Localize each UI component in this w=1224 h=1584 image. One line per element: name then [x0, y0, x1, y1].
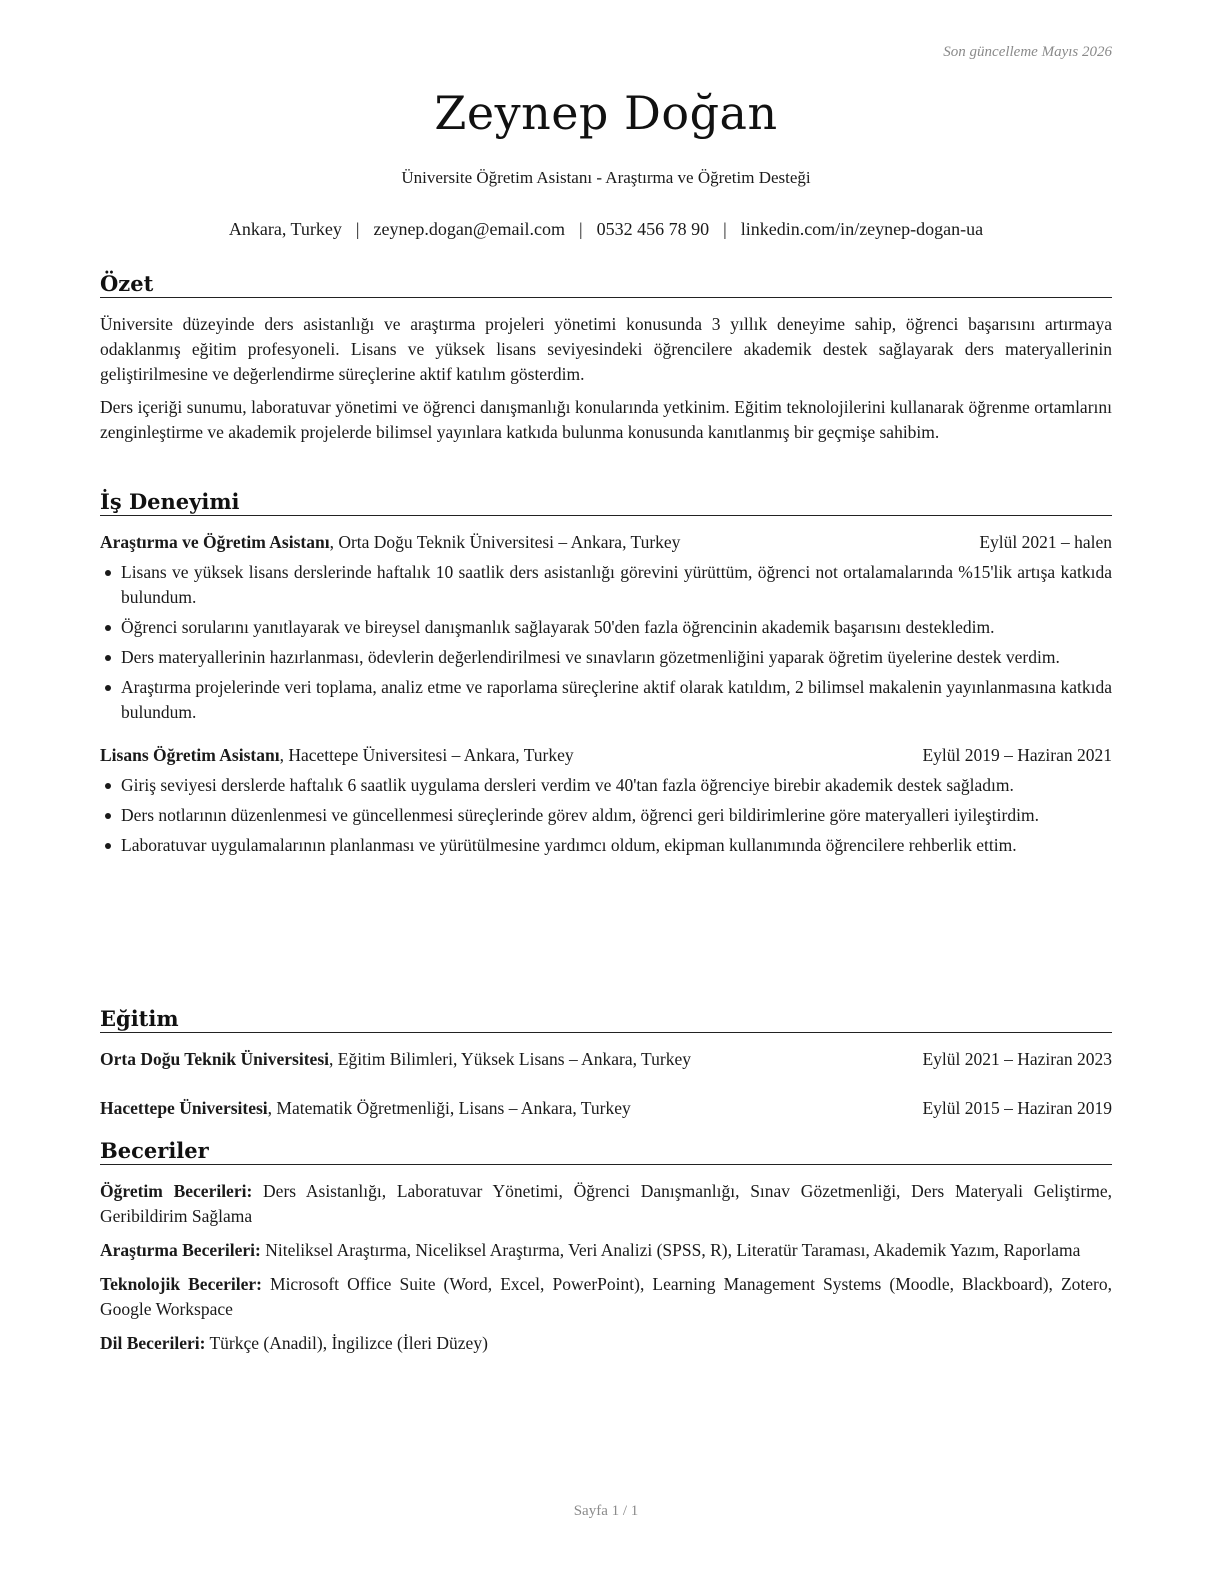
job-entry [100, 530, 1112, 725]
contact-email[interactable]: zeynep.dogan@email.com [373, 219, 565, 239]
summary-paragraph: Üniversite düzeyinde ders asistanlığı ve araştırma projeleri yönetimi konusunda 3 yıllık deneyime sahip, öğrenci başarısını artırmaya odaklanmış eğitim profesyoneli. Lisans ve yüksek lisans seviyesindeki öğrencilere akademik destek sağlayarak ders materyallerinin geliştirilmesine ve değerlendirme süreçlerine aktif katılım gösterdim. [100, 314, 1112, 385]
last-updated: Son güncelleme Mayıs 2026 [943, 44, 1112, 60]
education-entry [100, 1096, 1112, 1121]
education-detail: , Matematik Öğretmenliği, Lisans – Ankara, Turkey [267, 1098, 631, 1119]
job-bullet: Öğrenci sorularını yanıtlayarak ve bireysel danışmanlık sağlayarak 50'den fazla öğrencinin akademik başarısını destekledim. [100, 615, 1112, 640]
job-role: Lisans Öğretim Asistanı [100, 745, 280, 766]
page-number: Sayfa 1 / 1 [573, 1503, 639, 1519]
contact-separator: | [578, 219, 583, 239]
section-title-education: Eğitim [100, 1007, 1112, 1033]
skill-text: Türkçe (Anadil), İngilizce (İleri Düzey) [205, 1333, 488, 1354]
job-bullets [100, 773, 1112, 858]
skill-text: Ders Asistanlığı, Laboratuvar Yönetimi, Öğrenci Danışmanlığı, Sınav Gözetmenliği, Ders Materyali Geliştirme, Geribildirim Sağlama [100, 1181, 1112, 1227]
contact-separator: | [723, 219, 727, 239]
skill-row [100, 1179, 1112, 1229]
education-entry [100, 1047, 1112, 1072]
skill-label: Teknolojik Beceriler: [100, 1274, 262, 1295]
skill-row [100, 1272, 1112, 1322]
job-dates: Eylül 2019 – Haziran 2021 [922, 745, 1112, 766]
experience-section [100, 490, 1112, 858]
job-bullet: Ders notlarının düzenlenmesi ve güncellenmesi süreçlerinde görev aldım, öğrenci geri bildirimlerine göre materyalleri iyileştirdim. [100, 803, 1112, 828]
skill-label: Dil Becerileri: [100, 1333, 206, 1354]
education-school: Orta Doğu Teknik Üniversitesi [100, 1049, 329, 1070]
education-section [100, 1007, 1112, 1121]
job-bullet: Ders materyallerinin hazırlanması, ödevlerin değerlendirilmesi ve sınavların gözetmenliğini yaparak öğretim üyelerine destek verdim. [100, 645, 1112, 670]
education-dates: Eylül 2015 – Haziran 2019 [922, 1098, 1112, 1119]
job-header [100, 743, 1112, 768]
section-title-summary: Özet [100, 272, 1112, 298]
skill-label: Araştırma Becerileri: [100, 1240, 261, 1261]
skill-label: Öğretim Becerileri: [100, 1181, 253, 1202]
contact-phone: 0532 456 78 90 [596, 219, 710, 239]
section-title-experience: İş Deneyimi [100, 490, 1112, 516]
skill-row [100, 1238, 1112, 1263]
candidate-name: Zeynep Doğan [434, 86, 778, 140]
contact-line [100, 219, 1112, 240]
skill-text: Niteliksel Araştırma, Niceliksel Araştırma, Veri Analizi (SPSS, R), Literatür Taraması, Akademik Yazım, Raporlama [260, 1240, 1081, 1261]
contact-location: Ankara, Turkey [228, 219, 342, 239]
job-bullet: Lisans ve yüksek lisans derslerinde haftalık 10 saatlik ders asistanlığı görevini yürüttüm, öğrenci not ortalamalarında %15'lik artışa katkıda bulundum. [100, 560, 1112, 610]
job-org: , Hacettepe Üniversitesi – Ankara, Turkey [279, 745, 574, 766]
contact-linkedin[interactable]: linkedin.com/in/zeynep-dogan-ua [740, 219, 984, 239]
job-entry [100, 743, 1112, 858]
job-header [100, 530, 1112, 555]
job-bullet: Laboratuvar uygulamalarının planlanması ve yürütülmesine yardımcı oldum, ekipman kullanımında öğrencilere rehberlik ettim. [100, 833, 1112, 858]
summary-paragraph: Ders içeriği sunumu, laboratuvar yönetimi ve öğrenci danışmanlığı konularında yetkinim. Eğitim teknolojilerini kullanarak öğrenme ortamlarını zenginleştirme ve akademik projelerde bilimsel yayınlara katkıda bulunma konusunda kanıtlanmış bir geçmişe sahibim. [100, 397, 1112, 443]
skills-section [100, 1139, 1112, 1356]
skill-text: Microsoft Office Suite (Word, Excel, PowerPoint), Learning Management Systems (Moodle, Blackboard), Zotero, Google Workspace [100, 1274, 1112, 1320]
job-bullet: Giriş seviyesi derslerde haftalık 6 saatlik uygulama dersleri verdim ve 40'tan fazla öğrenciye birebir akademik destek sağladım. [100, 773, 1112, 798]
job-dates: Eylül 2021 – halen [979, 532, 1112, 553]
education-detail: , Eğitim Bilimleri, Yüksek Lisans – Ankara, Turkey [329, 1049, 691, 1070]
contact-separator: | [355, 219, 360, 239]
resume-page [100, 0, 1112, 1584]
education-dates: Eylül 2021 – Haziran 2023 [922, 1049, 1112, 1070]
job-bullet: Araştırma projelerinde veri toplama, analiz etme ve raporlama süreçlerine aktif olarak katıldım, 2 bilimsel makalenin yayınlanmasına katkıda bulundum. [100, 675, 1112, 725]
summary-section [100, 272, 1112, 445]
education-school: Hacettepe Üniversitesi [100, 1098, 268, 1119]
job-bullets [100, 560, 1112, 725]
job-org: , Orta Doğu Teknik Üniversitesi – Ankara, Turkey [329, 532, 681, 553]
section-title-skills: Beceriler [100, 1139, 1112, 1165]
job-role: Araştırma ve Öğretim Asistanı [100, 532, 330, 553]
candidate-title: Üniversite Öğretim Asistanı - Araştırma ve Öğretim Desteği [401, 168, 811, 187]
skill-row [100, 1331, 1112, 1356]
